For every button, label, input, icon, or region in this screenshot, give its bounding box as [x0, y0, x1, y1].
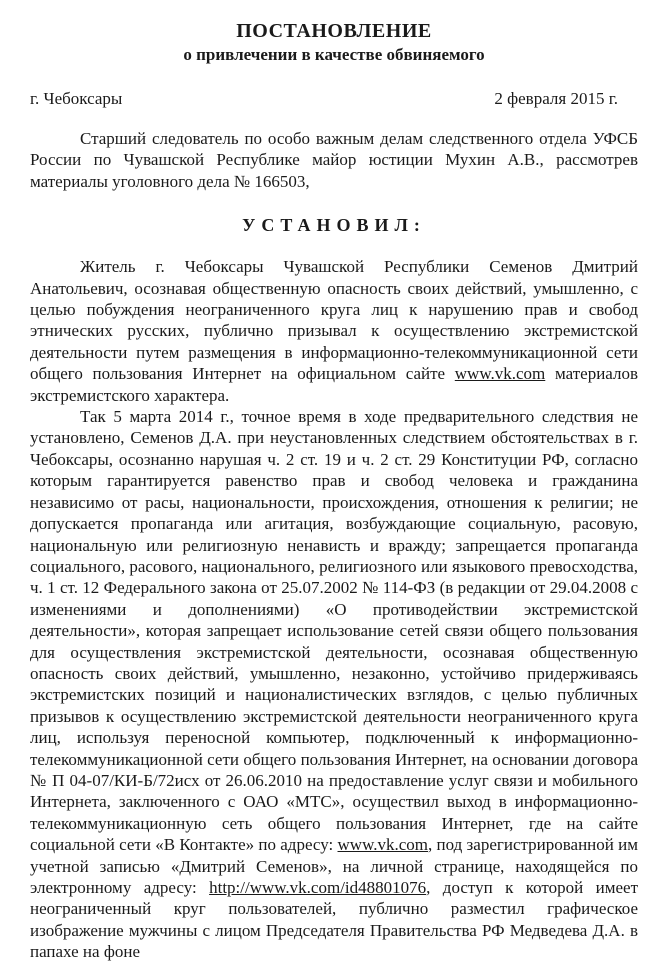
document-title: ПОСТАНОВЛЕНИЕ — [236, 20, 432, 42]
paragraph-march-text-1: Так 5 марта 2014 г., точное время в ходе предварительного следствия не установлено, Семенов Д.А. при неустановленных следствием обстоятельствах в г. Чебоксары, осознанно нарушая ч. 2 ст. 19 и ч. 2 ст. 29 Конституции РФ, согласно которым гарантируется равенство прав и свобод человека и гражданина независимо от расы, национальности, происхождения, отношения к религии; не допускается пропаганда или агитация, возбуждающие социальную, расовую, национальную или религиозную ненависть и вражду; запрещается пропаганда социального, расового, национального, религиозного или языкового превосходства, ч. 1 ст. 12 Федерального закона от 25.07.2002 № 114-ФЗ (в редакции от 29.04.2008 с изменениями и дополнениями) «О противодействии экстремистской деятельности», которая запрещает использование сетей связи общего пользования для осуществления экстремистской деятельности, осознавая общественную опасность своих действий, умышленно, незаконно, устойчиво придерживаясь экстремистских позиций и националистических взглядов, с целью публичных призывов к осуществлению экстремистской деятельности неограниченного круга лиц, используя переносной компьютер, подключенный к информационно-телекоммуникационной сети общего пользования Интернет, на основании договора № П 04-07/КИ-Б/72исх от 26.06.2010 на предоставление услуг связи и мобильного Интернета, заключенного с ОАО «МТС», осуществил выход в информационно-телекоммуникационную сеть общего пользования Интернет, где на сайте социальной сети «В Контакте» по адресу: — [30, 407, 638, 855]
paragraph-march-text-2: , под зарегистрированной им учетной записью «Дмитрий Семенов», на личной странице, находящейся по электронному адресу: — [30, 835, 638, 897]
paragraph-resident-text: Житель г. Чебоксары Чувашской Республики Семенов Дмитрий Анатольевич, осознавая общественную опасность своих действий, умышленно, с целью побуждения неограниченного круга лиц к нарушению прав и свобод этнических русских, публично призывал к осуществлению экстремистской деятельности путем размещения в информационно-телекоммуникационной сети общего пользования Интернет на официальном сайте — [30, 257, 638, 384]
section-heading: УСТАНОВИЛ: — [242, 215, 426, 236]
vk-link[interactable]: www.vk.com — [454, 364, 546, 384]
date-text: 2 февраля 2015 г. — [494, 89, 618, 108]
paragraph-resident-end: материалов экстремистского характера. — [30, 364, 638, 405]
vk-profile-link[interactable]: http://www.vk.com/id48801076 — [209, 878, 427, 897]
vk-address-link[interactable]: www.vk.com — [337, 835, 429, 855]
paragraph-march-text-3: , доступ к которой имеет неограниченный круг пользователей, публично разместил графическое изображение мужчины с лицом Председателя Правительства РФ Медведева Д.А. в папахе на фоне — [30, 878, 638, 962]
place-text: г. Чебоксары — [30, 89, 123, 108]
place-date-row — [30, 88, 638, 110]
paragraph-resident — [30, 256, 638, 406]
document-subtitle: о привлечении в качестве обвиняемого — [183, 45, 485, 64]
paragraph-march-event — [30, 406, 638, 963]
intro-paragraph: Старший следователь по особо важным делам следственного отдела УФСБ России по Чувашской Республике майор юстиции Мухин А.В., рассмотрев материалы уголовного дела № 166503, — [30, 129, 638, 191]
